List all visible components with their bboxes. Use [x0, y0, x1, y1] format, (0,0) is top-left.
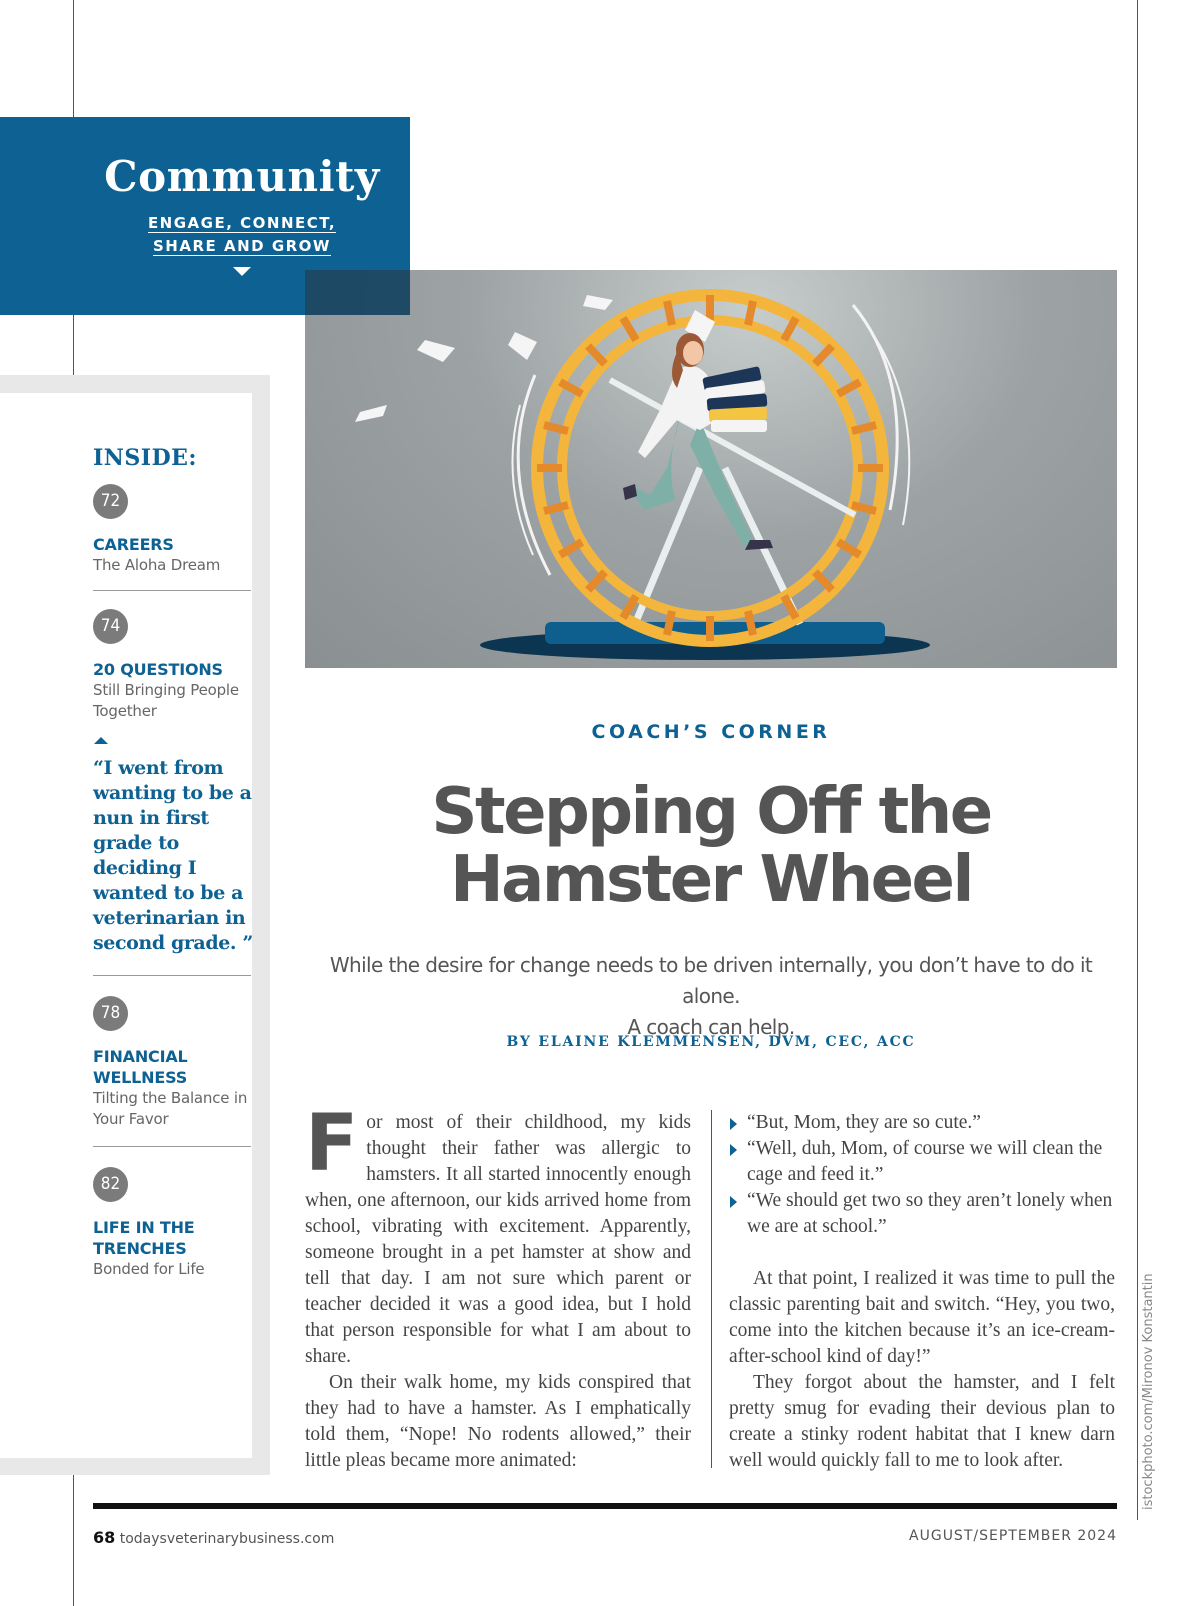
deck-line1: While the desire for change needs to be driven internally, you don’t have to do it alone.	[329, 953, 1093, 1008]
toc-divider	[93, 975, 251, 976]
headline-line2: Hamster Wheel	[450, 843, 972, 917]
banner-overlap	[305, 270, 410, 315]
hamster-wheel-illustration	[305, 270, 1117, 668]
section-subtitle	[0, 212, 484, 258]
hero-illustration	[305, 270, 1117, 668]
footer-rule	[93, 1503, 1117, 1509]
issue-date: AUGUST/SEPTEMBER 2024	[909, 1528, 1117, 1544]
photo-credit: istockphoto.com/Mironov Konstantin	[1141, 1273, 1156, 1510]
pull-quote: “I went from wanting to be a nun in first grade to deciding I wanted to be a veterinarian in second grade. ”	[93, 757, 253, 954]
footer-folio	[93, 1528, 334, 1547]
column-kicker: COACH’S CORNER	[591, 721, 831, 743]
page-number-badge: 72	[93, 484, 128, 519]
spacer	[729, 1240, 1115, 1266]
column-divider	[711, 1110, 712, 1468]
chevron-down-icon	[233, 267, 251, 276]
binder-stack	[702, 366, 767, 432]
page-number-badge: 74	[93, 609, 128, 644]
bullet-item: “But, Mom, they are so cute.”	[729, 1110, 1115, 1136]
deck	[305, 950, 1117, 1043]
toc-category: CAREERS	[93, 535, 174, 554]
toc-description: Tilting the Balance in Your Favor	[93, 1089, 248, 1128]
page-number-badge: 82	[93, 1167, 128, 1202]
toc-description: Bonded for Life	[93, 1260, 205, 1278]
toc-category: FINANCIAL WELLNESS	[93, 1047, 188, 1087]
chevron-up-icon	[94, 737, 108, 744]
article-column-left	[305, 1099, 691, 1474]
toc-description: The Aloha Dream	[93, 556, 221, 574]
page-number-badge: 78	[93, 996, 128, 1031]
flying-paper	[355, 405, 387, 422]
toc-item-financial-wellness[interactable]	[93, 996, 251, 1130]
deck-line2: A coach can help.	[627, 1015, 795, 1039]
headline-line1: Stepping Off the	[431, 775, 991, 849]
paragraph: On their walk home, my kids conspired that they had to have a hamster. As I emphatically told them, “Nope! No rodents allowed,” their little pleas became more animated:	[305, 1372, 691, 1471]
paragraph	[305, 1099, 691, 1370]
flying-paper	[417, 340, 455, 362]
headline	[305, 775, 1117, 917]
toc-description: Still Bringing People Together	[93, 681, 239, 720]
paragraph: At that point, I realized it was time to pull the classic parenting bait and switch. “Hey, you two, come into the kitchen because it’s an ice-cream-after-school kind of day!”	[729, 1268, 1115, 1367]
byline: BY ELAINE KLEMMENSEN, DVM, CEC, ACC	[506, 1034, 916, 1050]
flying-paper	[508, 332, 537, 360]
section-subtitle-line2: SHARE AND GROW	[153, 237, 331, 255]
paragraph-text: or most of their childhood, my kids thought their father was allergic to hamsters. It all started innocently enough when, one afternoon, our kids arrived home from school, vibrating with excitement. Apparently, someone brought in a pet hamster at show and tell that day. I am not sure which parent or teacher decided it was a good idea, but I hold that person responsible for what I am about to share.	[305, 1112, 691, 1367]
right-margin-rule	[1137, 0, 1138, 1520]
flying-paper	[583, 295, 613, 310]
inside-title: INSIDE:	[93, 445, 198, 471]
drop-cap: F	[305, 1099, 359, 1189]
toc-divider	[93, 1146, 251, 1147]
section-subtitle-line1: ENGAGE, CONNECT,	[147, 214, 337, 232]
section-title: Community	[104, 152, 380, 201]
page-number: 68	[93, 1528, 116, 1547]
bullet-item: “Well, duh, Mom, of course we will clean the cage and feed it.”	[729, 1136, 1115, 1188]
site-url[interactable]: todaysveterinarybusiness.com	[119, 1531, 335, 1547]
toc-item-20-questions[interactable]	[93, 609, 251, 722]
toc-category: LIFE IN THE TRENCHES	[93, 1218, 195, 1258]
paragraph: They forgot about the hamster, and I felt pretty smug for evading their devious plan to create a stinky rodent habitat that I knew darn well would quickly fall to me to look after.	[729, 1372, 1115, 1471]
toc-item-careers[interactable]	[93, 484, 251, 576]
article-column-right	[729, 1110, 1115, 1474]
bullet-item: “We should get two so they aren’t lonely when we are at school.”	[729, 1188, 1115, 1240]
toc-item-life-in-the-trenches[interactable]	[93, 1167, 251, 1280]
toc-divider	[93, 590, 251, 591]
toc-category: 20 QUESTIONS	[93, 660, 223, 679]
